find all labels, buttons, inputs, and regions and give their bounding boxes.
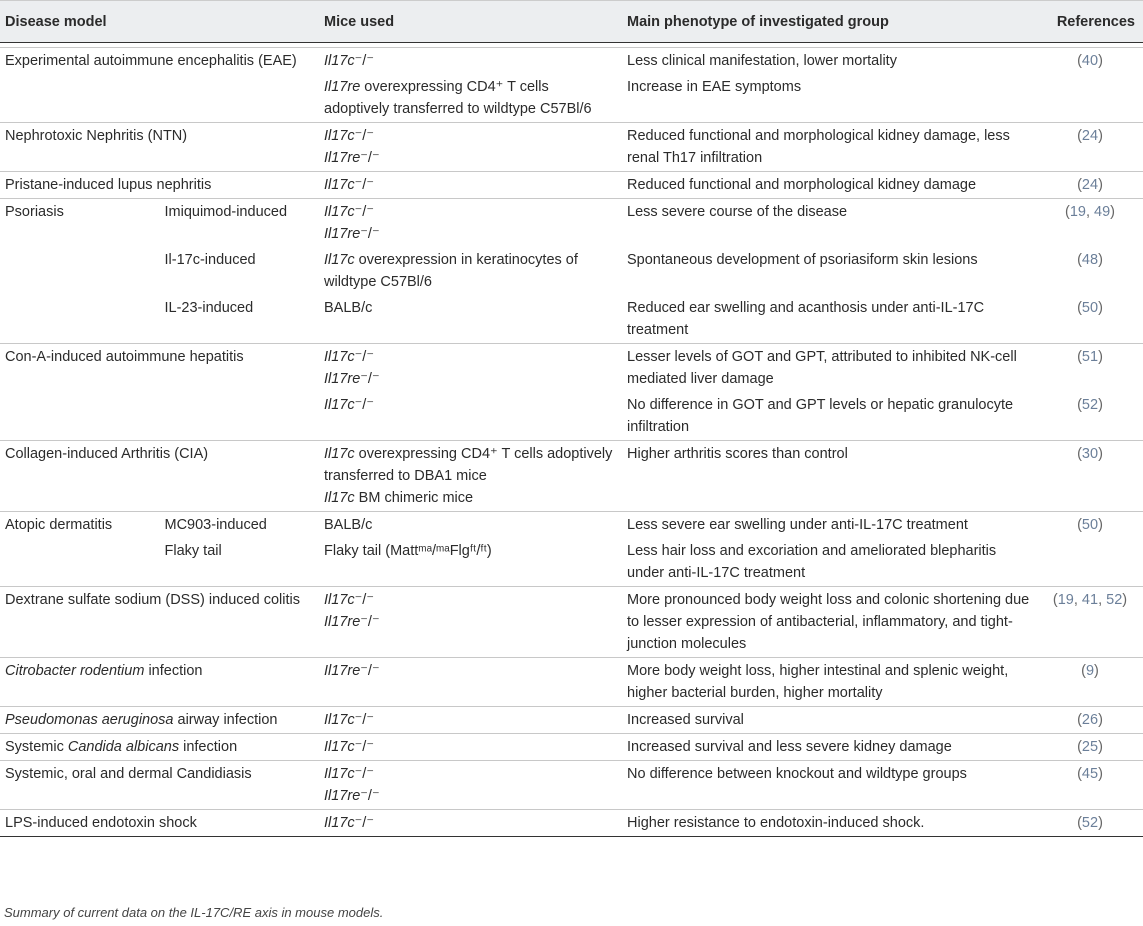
cell-main-phenotype: No difference between knockout and wildtype groups (622, 761, 1037, 810)
table-row (0, 74, 1143, 123)
reference-number: 24 (1081, 128, 1099, 144)
gene-name: Il17c (324, 739, 355, 755)
cell-mice-used (319, 344, 622, 393)
cell-mice-used (319, 538, 622, 587)
table-row (0, 295, 1143, 344)
mice-line: Il17c⁻/⁻ (324, 204, 374, 220)
cell-disease-model (0, 344, 319, 393)
table-row (0, 123, 1143, 172)
disease-model-text: Con-A-induced autoimmune hepatitis (5, 349, 244, 365)
mice-line: Il17c⁻/⁻ (324, 815, 374, 831)
cell-disease-model (0, 441, 319, 512)
cell-mice-used (319, 123, 622, 172)
table-header-row (0, 1, 1143, 43)
cell-mice-used (319, 512, 622, 539)
cell-disease-model (0, 392, 319, 441)
cell-disease-model (0, 512, 160, 539)
mice-line: Il17c⁻/⁻ (324, 177, 374, 193)
reference-number: 26 (1081, 712, 1099, 728)
cell-main-phenotype: Less severe ear swelling under anti-IL-17C treatment (622, 512, 1037, 539)
cell-references: (51) (1037, 344, 1143, 393)
cell-references (1037, 74, 1143, 123)
reference-number: 52 (1081, 397, 1099, 413)
table-row (0, 587, 1143, 658)
cell-mice-used (319, 734, 622, 761)
gene-name: Il17re (324, 788, 361, 804)
mice-line: Il17c⁻/⁻ (324, 53, 374, 69)
disease-model-text: Nephrotoxic Nephritis (NTN) (5, 128, 188, 144)
cell-main-phenotype: Increased survival (622, 707, 1037, 734)
gene-name: Il17c (324, 397, 355, 413)
cell-disease-model (0, 658, 319, 707)
cell-mice-used (319, 48, 622, 75)
reference-number: 30 (1081, 446, 1099, 462)
gene-name: Il17c (324, 766, 355, 782)
mice-line: Il17c⁻/⁻ (324, 397, 374, 413)
cell-references (1037, 538, 1143, 587)
mice-line: Il17re⁻/⁻ (324, 371, 380, 387)
gene-name: Il17c (324, 349, 355, 365)
reference-number: 40 (1081, 53, 1099, 69)
cell-mice-used (319, 810, 622, 837)
gene-name: Il17re (324, 150, 361, 166)
gene-name: Il17c (324, 592, 355, 608)
disease-model-text: Experimental autoimmune encephalitis (EAE) (5, 53, 297, 69)
cell-main-phenotype: Reduced functional and morphological kidney damage, less renal Th17 infiltration (622, 123, 1037, 172)
species-name: Citrobacter rodentium (5, 663, 145, 679)
cell-main-phenotype: Increased survival and less severe kidney damage (622, 734, 1037, 761)
gene-name: Il17c (324, 446, 355, 462)
reference-number: 52 (1106, 592, 1123, 608)
cell-mice-used (319, 295, 622, 344)
header-main-phenotype: Main phenotype of investigated group (622, 1, 1037, 43)
gene-name: Il17re (324, 226, 361, 242)
cell-disease-subtype: Imiquimod-induced (160, 199, 320, 248)
table-row (0, 810, 1143, 837)
cell-main-phenotype: More body weight loss, higher intestinal and splenic weight, higher bacterial burden, higher mortality (622, 658, 1037, 707)
disease-model-text: Atopic dermatitis (5, 517, 113, 533)
gene-name: Il17c (324, 815, 355, 831)
reference-number: 50 (1081, 300, 1099, 316)
mice-line: Il17c⁻/⁻ (324, 592, 374, 608)
mice-line: Il17c⁻/⁻ (324, 349, 374, 365)
reference-number: 51 (1081, 349, 1099, 365)
reference-number: 24 (1081, 177, 1099, 193)
cell-main-phenotype: Higher arthritis scores than control (622, 441, 1037, 512)
reference-number: 45 (1081, 766, 1099, 782)
cell-mice-used (319, 587, 622, 658)
table-row (0, 538, 1143, 587)
cell-references: (50) (1037, 512, 1143, 539)
cell-main-phenotype: Reduced ear swelling and acanthosis under anti-IL-17C treatment (627, 300, 985, 338)
disease-model-text: Psoriasis (5, 204, 64, 220)
reference-number: 48 (1081, 252, 1099, 268)
cell-main-phenotype: More pronounced body weight loss and colonic shortening due to lesser expression of antibacterial, inflammatory, and tight-junction molecules (622, 587, 1037, 658)
cell-references: (25) (1037, 734, 1143, 761)
cell-disease-model (0, 810, 319, 837)
gene-name: Il17c (324, 177, 355, 193)
cell-mice-used (319, 247, 622, 295)
cell-disease-model (0, 761, 319, 810)
gene-name: Il17c (324, 252, 355, 268)
reference-number: 25 (1081, 739, 1099, 755)
reference-number: 50 (1081, 517, 1099, 533)
table-row (0, 512, 1143, 539)
mice-line: Flaky tail (Mattᵐᵃ/ᵐᵃFlgᶠᵗ/ᶠᵗ) (324, 543, 492, 559)
disease-model-text: Systemic, oral and dermal Candidiasis (5, 766, 252, 782)
reference-number: 41 (1081, 592, 1099, 608)
mice-line: Il17c⁻/⁻ (324, 128, 374, 144)
cell-references: (50) (1077, 300, 1103, 316)
mice-line: Il17c⁻/⁻ (324, 766, 374, 782)
disease-model-text: Collagen-induced Arthritis (CIA) (5, 446, 209, 462)
disease-model-text: Pseudomonas aeruginosa airway infection (5, 712, 278, 728)
table-row (0, 247, 1143, 295)
mice-line: Il17c overexpression in keratinocytes of wildtype C57Bl/6 (324, 252, 578, 290)
table-row (0, 658, 1143, 707)
disease-model-text: Systemic Candida albicans infection (5, 739, 238, 755)
gene-name: Il17re (324, 371, 361, 387)
cell-main-phenotype: Increase in EAE symptoms (627, 79, 802, 95)
cell-disease-model (0, 707, 319, 734)
cell-disease-model (0, 587, 319, 658)
header-disease-model: Disease model (0, 1, 319, 43)
gene-name: Il17c (324, 712, 355, 728)
cell-disease-model (0, 123, 319, 172)
cell-references: (26) (1037, 707, 1143, 734)
table-row (0, 734, 1143, 761)
table-caption: Summary of current data on the IL-17C/RE axis in mouse models. (4, 905, 384, 920)
table-row (0, 441, 1143, 512)
cell-main-phenotype: Reduced functional and morphological kidney damage (622, 172, 1037, 199)
species-name: Candida albicans (67, 739, 180, 755)
cell-disease-subtype: Flaky tail (164, 543, 222, 559)
cell-disease-model (0, 172, 319, 199)
disease-model-text: LPS-induced endotoxin shock (5, 815, 197, 831)
mice-line: Il17re⁻/⁻ (324, 614, 380, 630)
table-row (0, 392, 1143, 441)
cell-mice-used (319, 707, 622, 734)
cell-references: (19, 41, 52) (1037, 587, 1143, 658)
table-row (0, 344, 1143, 393)
table-row (0, 172, 1143, 199)
cell-mice-used (319, 392, 622, 441)
reference-number: 52 (1081, 815, 1099, 831)
disease-model-text: Dextrane sulfate sodium (DSS) induced colitis (5, 592, 300, 608)
cell-mice-used (319, 172, 622, 199)
mice-line: Il17c⁻/⁻ (324, 739, 374, 755)
table-body (0, 43, 1143, 837)
cell-references: (40) (1037, 48, 1143, 75)
cell-main-phenotype: Lesser levels of GOT and GPT, attributed to inhibited NK-cell mediated liver damage (622, 344, 1037, 393)
cell-mice-used (319, 658, 622, 707)
mice-line: Il17re⁻/⁻ (324, 226, 380, 242)
mice-line: Il17c BM chimeric mice (324, 490, 474, 506)
cell-mice-used (319, 199, 622, 248)
cell-main-phenotype: Less severe course of the disease (622, 199, 1037, 248)
table-row (0, 707, 1143, 734)
cell-disease-subtype: Il-17c-induced (164, 252, 256, 268)
mice-line: BALB/c (324, 300, 373, 316)
cell-disease-subtype: MC903-induced (160, 512, 320, 539)
cell-disease-model (0, 199, 160, 248)
cell-disease-subtype: IL-23-induced (164, 300, 254, 316)
disease-model-text: Pristane-induced lupus nephritis (5, 177, 212, 193)
gene-name: Il17c (324, 128, 355, 144)
header-references: References (1037, 1, 1143, 43)
reference-number: 19 (1057, 592, 1074, 608)
cell-references: (52) (1077, 397, 1103, 413)
cell-references: (9) (1037, 658, 1143, 707)
mice-line: Il17re overexpressing CD4⁺ T cells adoptively transferred to wildtype C57Bl/6 (324, 79, 592, 117)
cell-mice-used (319, 441, 622, 512)
gene-name: Il17c (324, 204, 355, 220)
cell-references: (52) (1037, 810, 1143, 837)
cell-mice-used (319, 761, 622, 810)
gene-name: Il17re (324, 663, 361, 679)
cell-main-phenotype: Spontaneous development of psoriasiform skin lesions (627, 252, 978, 268)
reference-number: 49 (1094, 204, 1111, 220)
mice-line: BALB/c (324, 517, 373, 533)
cell-disease-model (0, 74, 319, 123)
table-row (0, 761, 1143, 810)
cell-references: (45) (1037, 761, 1143, 810)
cell-references: (19, 49) (1037, 199, 1143, 248)
cell-main-phenotype: No difference in GOT and GPT levels or hepatic granulocyte infiltration (627, 397, 1014, 435)
table-row (0, 48, 1143, 75)
disease-model-text: Citrobacter rodentium infection (5, 663, 203, 679)
reference-number: 9 (1085, 663, 1095, 679)
cell-disease-model (0, 48, 319, 75)
cell-references: (30) (1037, 441, 1143, 512)
cell-main-phenotype: Less hair loss and excoriation and ameliorated blepharitis under anti-IL-17C treatment (627, 543, 997, 581)
cell-mice-used (319, 74, 622, 123)
gene-name: Il17re (324, 79, 361, 95)
gene-name: Il17c (324, 490, 355, 506)
cell-disease-model (0, 538, 160, 587)
mice-line: Il17c⁻/⁻ (324, 712, 374, 728)
cell-references: (48) (1077, 252, 1103, 268)
gene-name: Il17re (324, 614, 361, 630)
species-name: Pseudomonas aeruginosa (5, 712, 174, 728)
cell-main-phenotype: Higher resistance to endotoxin-induced shock. (622, 810, 1037, 837)
table-row (0, 199, 1143, 248)
reference-number: 19 (1069, 204, 1086, 220)
mice-line: Il17c overexpressing CD4⁺ T cells adoptively transferred to DBA1 mice (324, 446, 613, 484)
gene-name: Il17c (324, 53, 355, 69)
cell-references: (24) (1037, 172, 1143, 199)
cell-main-phenotype: Less clinical manifestation, lower mortality (622, 48, 1037, 75)
header-mice-used: Mice used (319, 1, 622, 43)
mice-line: Il17re⁻/⁻ (324, 150, 380, 166)
mice-line: Il17re⁻/⁻ (324, 788, 380, 804)
cell-references: (24) (1037, 123, 1143, 172)
cell-disease-model (0, 247, 160, 295)
cell-disease-model (0, 734, 319, 761)
cell-disease-model (0, 295, 160, 344)
mice-line: Il17re⁻/⁻ (324, 663, 380, 679)
